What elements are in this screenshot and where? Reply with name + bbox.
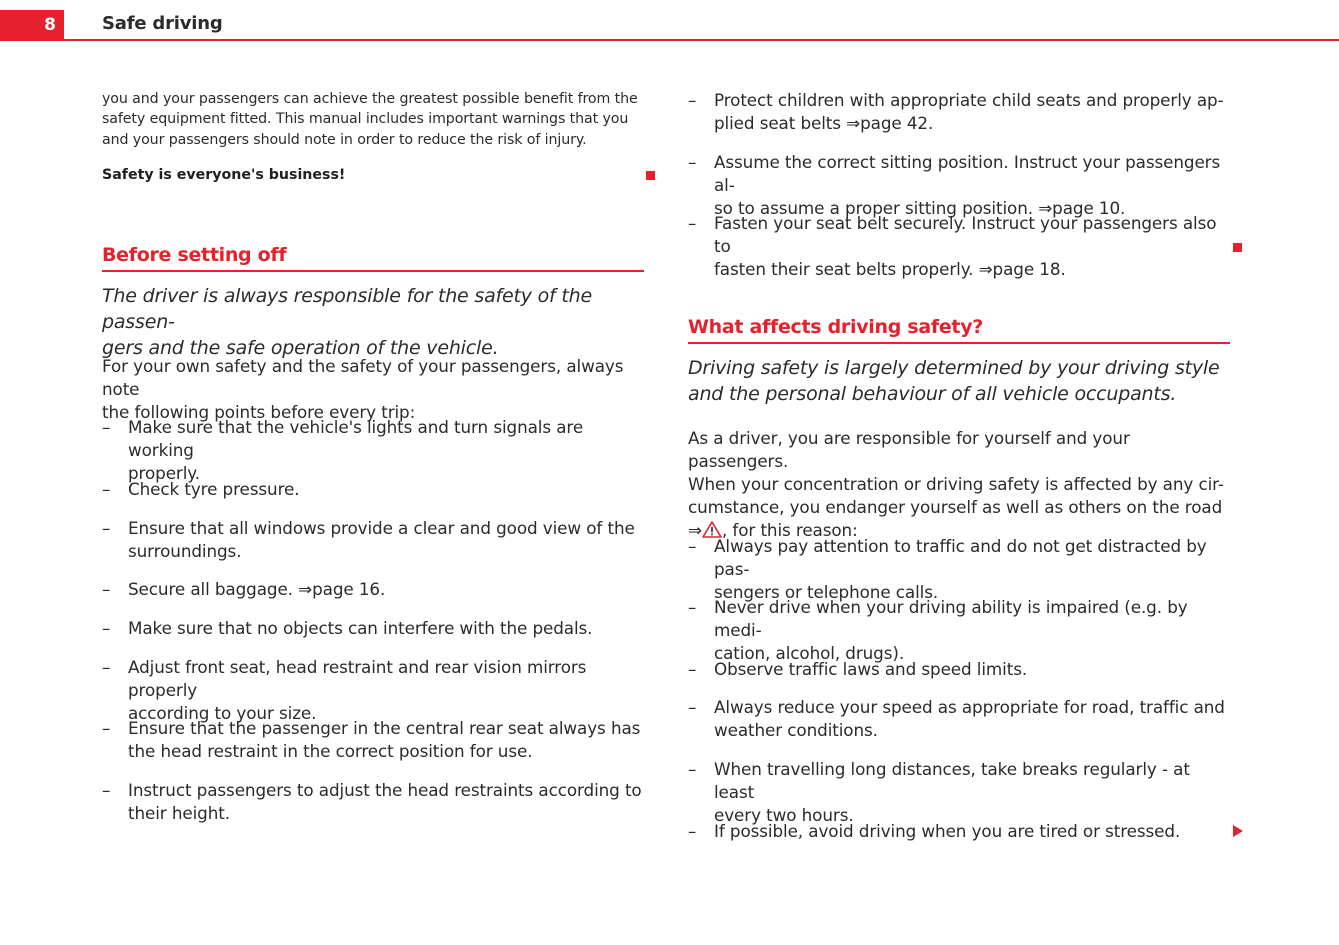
bullet-line: properly. — [128, 463, 200, 483]
body-line: As a driver, you are responsible for yourself and your passengers. — [688, 428, 1130, 471]
bullet-dash: – — [688, 90, 697, 110]
bullet-line: Check tyre pressure. — [128, 479, 300, 499]
end-of-section-square-icon — [646, 171, 655, 180]
section-lead — [688, 355, 1220, 407]
bullet-line: Ensure that the passenger in the central rear seat always has — [128, 718, 641, 738]
bullet-line: Protect children with appropriate child seats and properly ap- — [714, 90, 1224, 110]
bullet-dash: – — [102, 518, 111, 538]
bullet-line: Secure all baggage. ⇒page 16. — [128, 579, 386, 599]
list-item — [688, 820, 1230, 843]
list-item — [102, 656, 644, 723]
body-line: cumstance, you endanger yourself as well as others on the road — [688, 497, 1223, 517]
bullet-dash: – — [688, 759, 697, 779]
body-paragraph — [102, 355, 644, 424]
arrow-reference: ⇒ — [688, 520, 702, 540]
bullet-dash: – — [102, 579, 111, 599]
bullet-line: cation, alcohol, drugs). — [714, 643, 905, 663]
bullet-dash: – — [688, 659, 697, 679]
lead-line: gers and the safe operation of the vehicle. — [102, 337, 499, 359]
intro-line: safety equipment fitted. This manual includes important warnings that you — [102, 111, 629, 128]
list-item — [102, 717, 644, 763]
list-item — [688, 696, 1230, 742]
bullet-line: Observe traffic laws and speed limits. — [714, 659, 1028, 679]
bullet-line: When travelling long distances, take breaks regularly - at least — [714, 759, 1190, 802]
bullet-line: sengers or telephone calls. — [714, 582, 939, 602]
page-header — [0, 0, 1339, 42]
bullet-dash: – — [688, 697, 697, 717]
bullet-line: plied seat belts ⇒page 42. — [714, 113, 934, 133]
bullet-dash: – — [102, 479, 111, 499]
list-item — [688, 758, 1230, 825]
list-item — [688, 596, 1230, 663]
section-divider — [688, 342, 1230, 344]
list-item — [688, 535, 1230, 602]
bullet-dash: – — [102, 417, 111, 437]
bullet-line: surroundings. — [128, 541, 242, 561]
intro-line: and your passengers should note in order to reduce the risk of injury. — [102, 131, 587, 148]
bullet-dash: – — [102, 618, 111, 638]
bullet-dash: – — [688, 152, 697, 172]
bullet-line: Instruct passengers to adjust the head restraints according to — [128, 780, 642, 800]
bullet-line: Always reduce your speed as appropriate for road, traffic and — [714, 697, 1225, 717]
bullet-dash: – — [688, 213, 697, 233]
bullet-line: Ensure that all windows provide a clear and good view of the — [128, 518, 635, 538]
bullet-line: Make sure that the vehicle's lights and turn signals are working — [128, 417, 584, 460]
bullet-dash: – — [102, 718, 111, 738]
bullet-line: Adjust front seat, head restraint and rear vision mirrors properly — [128, 657, 587, 700]
list-item — [102, 617, 644, 640]
bullet-line: according to your size. — [128, 703, 317, 723]
intro-line: you and your passengers can achieve the greatest possible benefit from the — [102, 91, 638, 107]
bullet-line: Fasten your seat belt securely. Instruct your passengers also to — [714, 213, 1217, 256]
list-item — [102, 578, 644, 601]
bullet-line: Assume the correct sitting position. Instruct your passengers al- — [714, 152, 1221, 195]
bullet-line: Never drive when your driving ability is impaired (e.g. by medi- — [714, 597, 1188, 640]
bullet-line: Always pay attention to traffic and do not get distracted by pas- — [714, 536, 1207, 579]
bullet-dash: – — [688, 536, 697, 556]
body-line: For your own safety and the safety of your passengers, always note — [102, 356, 624, 399]
list-item — [102, 478, 644, 501]
bullet-dash: – — [688, 597, 697, 617]
end-of-section-square-icon — [1233, 243, 1242, 252]
bullet-line: Make sure that no objects can interfere with the pedals. — [128, 618, 593, 638]
list-item — [688, 212, 1230, 279]
lead-line: and the personal behaviour of all vehicle occupants. — [688, 383, 1177, 405]
list-item — [688, 89, 1230, 135]
intro-paragraph — [102, 89, 638, 150]
bullet-line: every two hours. — [714, 805, 854, 825]
bullet-line: the head restraint in the correct position for use. — [128, 741, 533, 761]
bullet-line: their height. — [128, 803, 230, 823]
list-item — [688, 151, 1230, 218]
bullet-dash: – — [102, 657, 111, 677]
bullet-line: so to assume a proper sitting position. ⇒page 10. — [714, 198, 1126, 218]
bullet-line: If possible, avoid driving when you are tired or stressed. — [714, 821, 1181, 841]
body-line: the following points before every trip: — [102, 402, 416, 422]
chapter-title: Safe driving — [102, 13, 223, 34]
section-lead — [102, 283, 644, 361]
list-item — [688, 658, 1230, 681]
safety-note: Safety is everyone's business! — [102, 167, 346, 183]
body-line-suffix: , for this reason: — [721, 520, 858, 540]
continue-arrow-icon — [1233, 825, 1243, 837]
list-item — [102, 517, 644, 563]
header-divider — [64, 39, 1339, 41]
list-item — [102, 779, 644, 825]
body-paragraph — [688, 427, 1230, 544]
bullet-line: weather conditions. — [714, 720, 878, 740]
bullet-line: fasten their seat belts properly. ⇒page 18. — [714, 259, 1066, 279]
bullet-dash: – — [102, 780, 111, 800]
body-line: When your concentration or driving safety is affected by any cir- — [688, 474, 1224, 494]
section-divider — [102, 270, 644, 272]
section-title-before-setting-off: Before setting off — [102, 244, 287, 266]
list-item — [102, 416, 644, 483]
section-title-what-affects-driving-safety: What affects driving safety? — [688, 316, 984, 338]
bullet-dash: – — [688, 821, 697, 841]
lead-line: Driving safety is largely determined by your driving style — [688, 357, 1220, 379]
page-number: 8 — [0, 10, 64, 41]
lead-line: The driver is always responsible for the safety of the passen- — [102, 285, 592, 333]
